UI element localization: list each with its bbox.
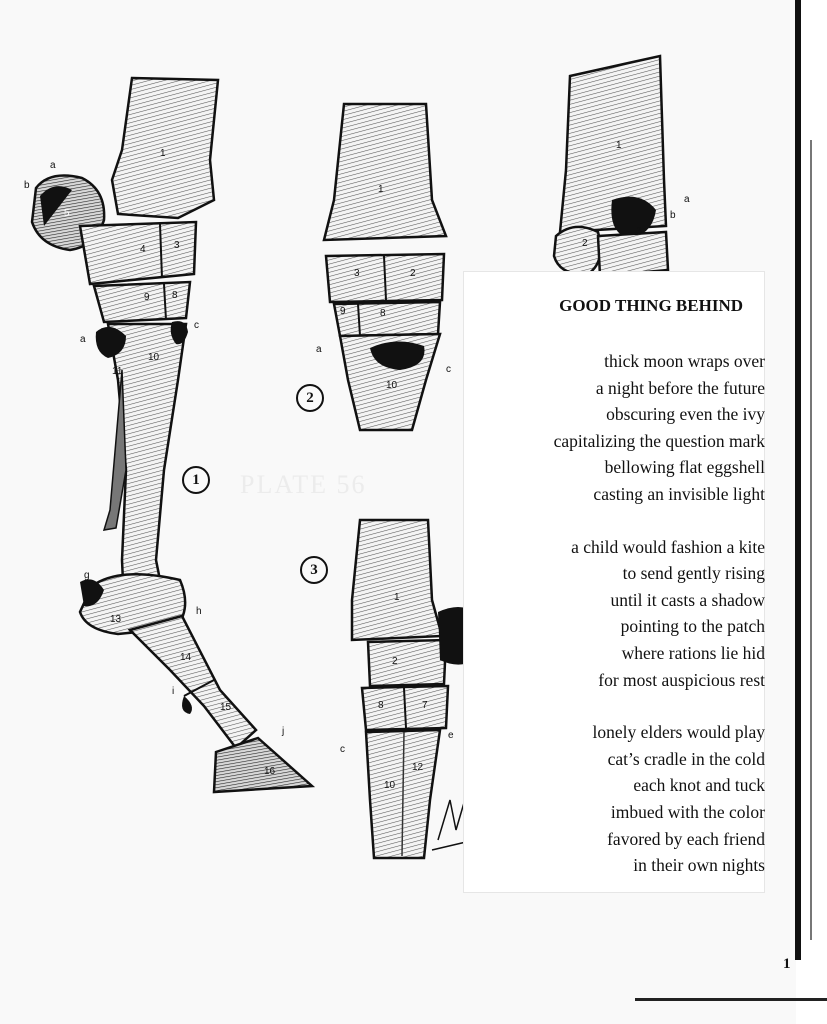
label-1: 1 — [160, 148, 166, 159]
poem-line: for most auspicious rest — [598, 669, 765, 690]
tr-label-a: a — [684, 194, 690, 205]
poem-line: cat’s cradle in the cold — [607, 748, 765, 769]
page-number: 1 — [783, 956, 791, 972]
poem-line: each knot and tuck — [633, 775, 765, 796]
label-j: j — [282, 726, 285, 737]
label-8: 8 — [172, 290, 178, 301]
fig2-label-9: 9 — [340, 306, 346, 317]
poem-line: bellowing flat eggshell — [604, 457, 765, 478]
fig3-label-10: 10 — [384, 780, 396, 791]
poem-line: where rations lie hid — [621, 642, 765, 663]
figure-number-3: 3 — [300, 556, 328, 584]
figure-number-2: 2 — [296, 384, 324, 412]
stanza-1 — [435, 348, 765, 508]
label-3: 3 — [174, 240, 180, 251]
fig3-label-7: 7 — [422, 700, 428, 711]
label-11: 11 — [112, 366, 123, 377]
poem-line: in their own nights — [633, 855, 765, 876]
poem-line: lonely elders would play — [592, 722, 765, 743]
figure-top-right-carpus — [554, 56, 668, 276]
fig3-label-12: 12 — [412, 762, 424, 773]
poem-line: capitalizing the question mark — [553, 430, 765, 451]
binding-line — [810, 140, 812, 940]
fig2-label-8: 8 — [380, 308, 386, 319]
figure-2-front-carpus — [324, 104, 446, 430]
figure-1-lateral-leg — [32, 78, 312, 792]
label-c: c — [194, 320, 199, 331]
tr-label-2: 2 — [582, 238, 588, 249]
label-i: i — [172, 686, 175, 697]
label-a-top: a — [50, 160, 56, 171]
fig2-label-a: a — [316, 344, 322, 355]
background-plate-text: PLATE 56 — [240, 470, 367, 499]
figure-number-1: 1 — [182, 466, 210, 494]
poem-line: favored by each friend — [607, 828, 765, 849]
fig3-label-2: 2 — [392, 656, 398, 667]
fig2-label-c: c — [446, 364, 451, 375]
label-9: 9 — [144, 292, 150, 303]
label-b: b — [24, 180, 30, 191]
poem-line: a night before the future — [595, 377, 765, 398]
poem-title: GOOD THING BEHIND — [559, 296, 743, 315]
tr-label-3: 3 — [636, 226, 642, 237]
label-5: 5 — [64, 208, 70, 219]
fig2-label-10: 10 — [386, 380, 398, 391]
poem-line: a child would fashion a kite — [571, 536, 765, 557]
label-10: 10 — [148, 352, 160, 363]
fig3-label-e: e — [448, 730, 454, 741]
poem-line: to send gently rising — [622, 563, 765, 584]
label-15: 15 — [220, 702, 232, 713]
fig2-label-1: 1 — [378, 184, 384, 195]
poem-line: obscuring even the ivy — [606, 404, 765, 425]
label-a: a — [80, 334, 86, 345]
label-13: 13 — [110, 614, 122, 625]
label-h: h — [196, 606, 202, 617]
poem-line: thick moon wraps over — [604, 351, 765, 371]
tr-label-1: 1 — [616, 140, 622, 151]
fig2-label-3: 3 — [354, 268, 360, 279]
label-14: 14 — [180, 652, 192, 663]
label-4: 4 — [140, 244, 146, 255]
fig3-label-c: c — [340, 744, 345, 755]
tr-label-b: b — [670, 210, 676, 221]
bottom-rule — [635, 998, 827, 1001]
fig2-label-2: 2 — [410, 268, 416, 279]
label-16: 16 — [264, 766, 276, 777]
binding-shadow — [795, 0, 801, 960]
fig3-label-8: 8 — [378, 700, 384, 711]
label-g: g — [84, 570, 90, 581]
poem-line: pointing to the patch — [620, 616, 765, 637]
stanza-3 — [435, 719, 765, 879]
poem-body — [435, 348, 765, 905]
fig3-label-1: 1 — [394, 592, 400, 603]
poem-line: until it casts a shadow — [610, 589, 765, 610]
poem-line: imbued with the color — [610, 801, 765, 822]
stanza-2 — [435, 534, 765, 694]
poem-line: casting an invisible light — [593, 483, 765, 504]
